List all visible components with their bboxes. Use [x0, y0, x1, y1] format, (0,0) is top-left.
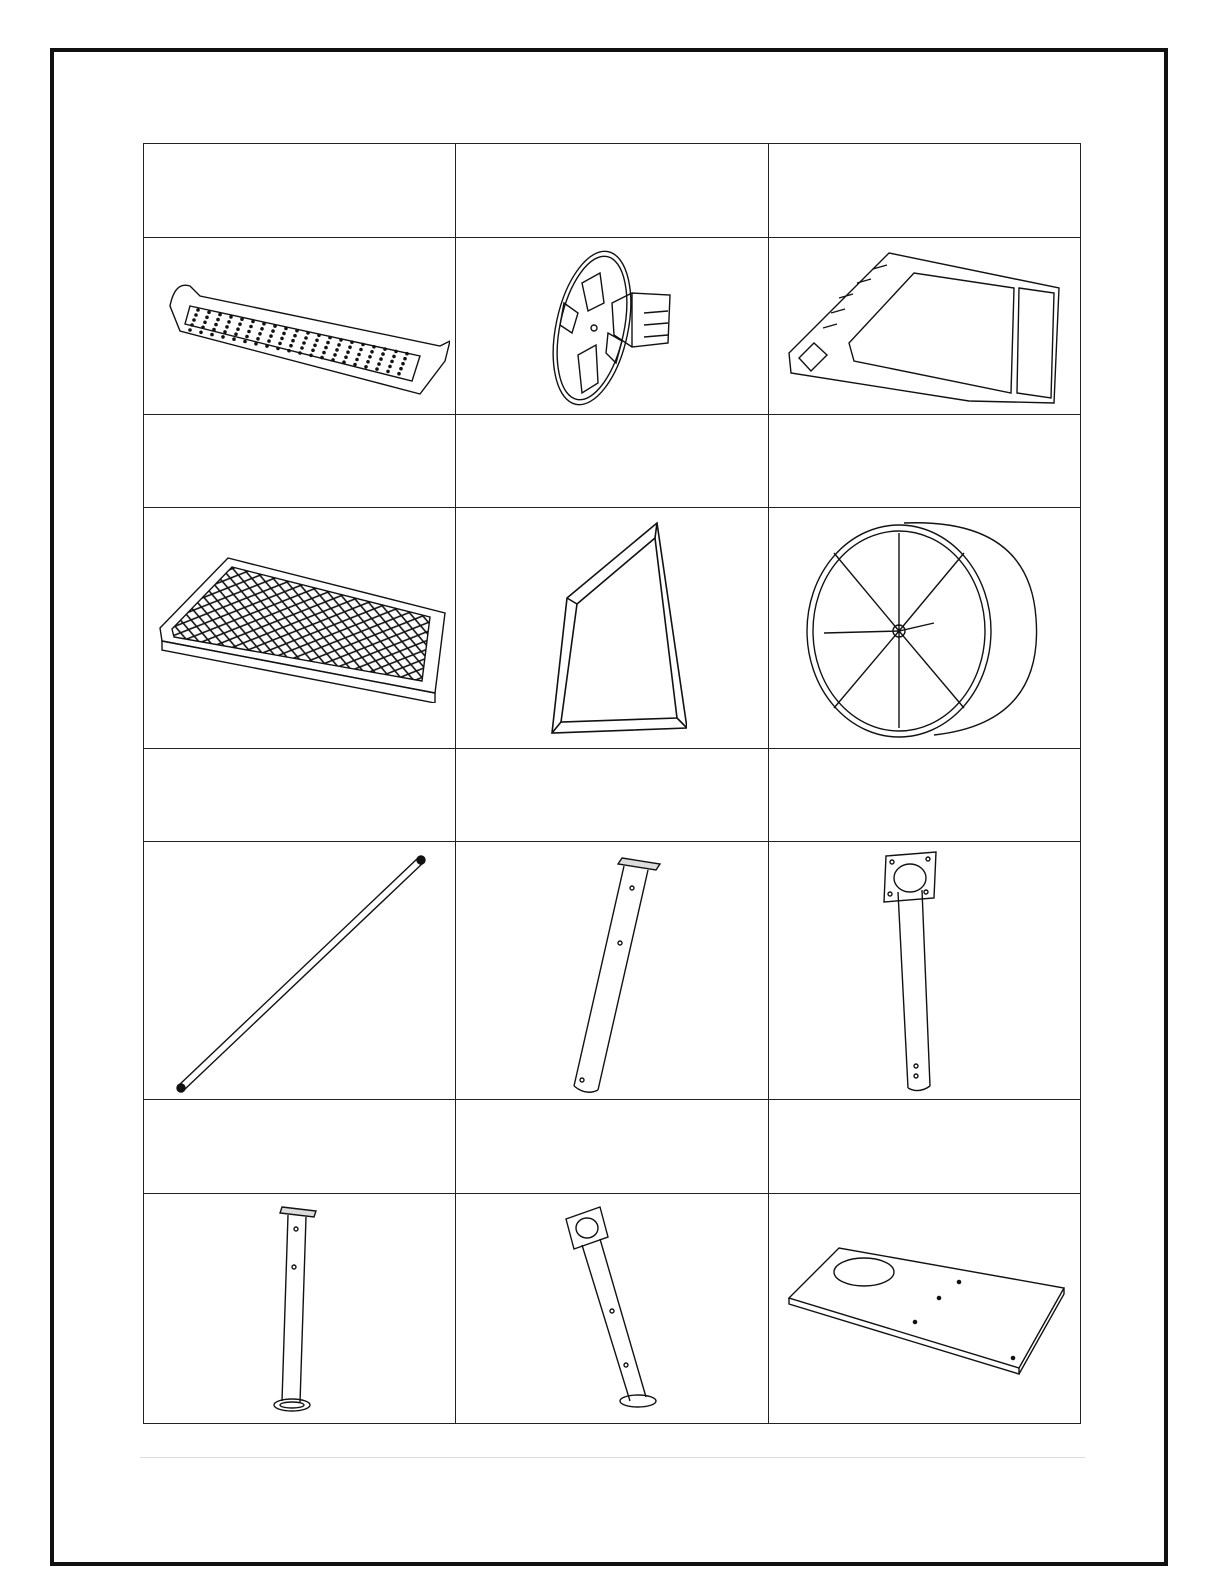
perforation-hole: [218, 312, 222, 316]
perforation-hole: [392, 354, 396, 358]
perforation-hole: [342, 360, 346, 364]
perforation-hole: [229, 315, 233, 319]
perforation-hole: [401, 362, 405, 366]
perforation-hole: [390, 359, 394, 363]
perforation-hole: [196, 308, 200, 312]
perforation-hole: [238, 322, 242, 326]
perforation-hole: [282, 331, 286, 335]
perforation-hole: [291, 339, 295, 343]
footer-divider: [140, 1457, 1085, 1458]
perforation-hole: [302, 341, 306, 345]
perforation-hole: [333, 353, 337, 357]
perforation-hole: [260, 327, 264, 331]
perforation-hole: [359, 347, 363, 351]
square-frame-icon: [537, 518, 687, 738]
perforation-hole: [249, 324, 253, 328]
perforation-hole: [223, 330, 227, 334]
part-label: [456, 144, 768, 238]
perforation-hole: [232, 337, 236, 341]
perforation-hole: [324, 345, 328, 349]
perforation-hole: [379, 357, 383, 361]
perforation-hole: [320, 355, 324, 359]
damper-wheel-icon: [512, 243, 712, 408]
perforation-hole: [205, 315, 209, 319]
leg-square-flange-icon: [864, 848, 984, 1093]
part-cell: [456, 508, 768, 749]
part-cell: [768, 508, 1080, 749]
perforation-hole: [322, 350, 326, 354]
perforation-hole: [262, 322, 266, 326]
part-label: [456, 748, 768, 842]
perforation-hole: [383, 347, 387, 351]
perforation-hole: [276, 346, 280, 350]
image-row: [144, 508, 1081, 749]
perforation-hole: [368, 355, 372, 359]
axle-rod-icon: [170, 848, 430, 1093]
part-label: [768, 748, 1080, 842]
perforation-hole: [254, 342, 258, 346]
perforation-hole: [265, 344, 269, 348]
label-row: [144, 748, 1081, 842]
perforation-hole: [337, 343, 341, 347]
perforation-hole: [221, 335, 225, 339]
perforation-hole: [240, 317, 244, 321]
perforation-hole: [317, 333, 321, 337]
perforation-hole: [199, 330, 203, 334]
perforation-hole: [287, 349, 291, 353]
part-label: [144, 144, 456, 238]
perforation-hole: [377, 362, 381, 366]
perforation-hole: [256, 337, 260, 341]
perforation-hole: [335, 348, 339, 352]
perforation-hole: [300, 346, 304, 350]
part-label: [768, 144, 1080, 238]
perforation-hole: [245, 334, 249, 338]
leg-with-foot-icon: [260, 1201, 340, 1416]
perforation-hole: [227, 320, 231, 324]
perforation-hole: [399, 367, 403, 371]
label-row: [144, 1099, 1081, 1193]
perforation-hole: [339, 338, 343, 342]
part-label: [144, 1099, 456, 1193]
perforation-hole: [247, 329, 251, 333]
part-label: [456, 1099, 768, 1193]
part-cell: [768, 842, 1080, 1100]
perforation-hole: [273, 324, 277, 328]
perforation-hole: [207, 310, 211, 314]
leg-flat-top-icon: [552, 848, 672, 1093]
part-cell: [456, 842, 768, 1100]
part-cell: [144, 508, 456, 749]
perforation-hole: [194, 313, 198, 317]
perforation-hole: [280, 336, 284, 340]
wheel-icon: [804, 513, 1044, 743]
perforation-hole: [210, 332, 214, 336]
part-cell: [144, 237, 456, 414]
perforation-hole: [328, 335, 332, 339]
perforated-tray-icon: [150, 246, 450, 406]
perforation-hole: [315, 338, 319, 342]
perforation-hole: [212, 327, 216, 331]
perforation-hole: [388, 364, 392, 368]
perforation-hole: [346, 350, 350, 354]
leg-flange-with-foot-icon: [552, 1201, 672, 1416]
perforation-hole: [361, 342, 365, 346]
part-label: [456, 414, 768, 508]
perforation-hole: [386, 369, 390, 373]
perforation-hole: [366, 360, 370, 364]
label-row: [144, 144, 1081, 238]
perforation-hole: [214, 322, 218, 326]
image-row: [144, 1193, 1081, 1423]
perforation-hole: [405, 352, 409, 356]
perforation-hole: [271, 329, 275, 333]
part-label: [144, 748, 456, 842]
perforation-hole: [225, 325, 229, 329]
perforation-hole: [355, 357, 359, 361]
part-cell: [768, 1193, 1080, 1423]
perforation-hole: [201, 325, 205, 329]
perforation-hole: [306, 331, 310, 335]
perforation-hole: [304, 336, 308, 340]
perforation-hole: [243, 339, 247, 343]
perforation-hole: [372, 345, 376, 349]
perforation-hole: [348, 345, 352, 349]
perforation-hole: [269, 334, 273, 338]
part-cell: [144, 1193, 456, 1423]
perforation-hole: [397, 372, 401, 376]
perforation-hole: [216, 317, 220, 321]
perforation-hole: [251, 319, 255, 323]
side-shelf-bracket-icon: [779, 243, 1069, 408]
perforation-hole: [357, 352, 361, 356]
perforation-hole: [236, 327, 240, 331]
perforation-hole: [381, 352, 385, 356]
part-cell: [456, 1193, 768, 1423]
bottom-shelf-plate-icon: [779, 1238, 1069, 1378]
part-cell: [456, 237, 768, 414]
perforation-hole: [313, 343, 317, 347]
image-row: [144, 842, 1081, 1100]
image-row: [144, 237, 1081, 414]
perforation-hole: [234, 332, 238, 336]
parts-list-table: [143, 143, 1081, 1424]
part-label: [768, 414, 1080, 508]
perforation-hole: [309, 353, 313, 357]
perforation-hole: [188, 328, 192, 332]
perforation-hole: [295, 329, 299, 333]
perforation-hole: [331, 358, 335, 362]
perforation-hole: [403, 357, 407, 361]
perforation-hole: [350, 340, 354, 344]
perforation-hole: [278, 341, 282, 345]
perforation-hole: [370, 350, 374, 354]
part-cell: [768, 237, 1080, 414]
perforation-hole: [394, 349, 398, 353]
perforation-hole: [344, 355, 348, 359]
perforation-hole: [364, 365, 368, 369]
perforation-hole: [298, 351, 302, 355]
perforation-hole: [293, 334, 297, 338]
perforation-hole: [203, 320, 207, 324]
perforation-hole: [258, 332, 262, 336]
perforation-hole: [353, 362, 357, 366]
label-row: [144, 414, 1081, 508]
expanded-metal-grate-icon: [150, 553, 450, 703]
perforation-hole: [190, 323, 194, 327]
perforation-hole: [289, 344, 293, 348]
perforation-hole: [267, 339, 271, 343]
perforation-hole: [284, 326, 288, 330]
perforation-hole: [375, 367, 379, 371]
part-label: [768, 1099, 1080, 1193]
perforation-hole: [311, 348, 315, 352]
perforation-hole: [326, 340, 330, 344]
part-cell: [144, 842, 456, 1100]
perforation-hole: [192, 318, 196, 322]
part-label: [144, 414, 456, 508]
